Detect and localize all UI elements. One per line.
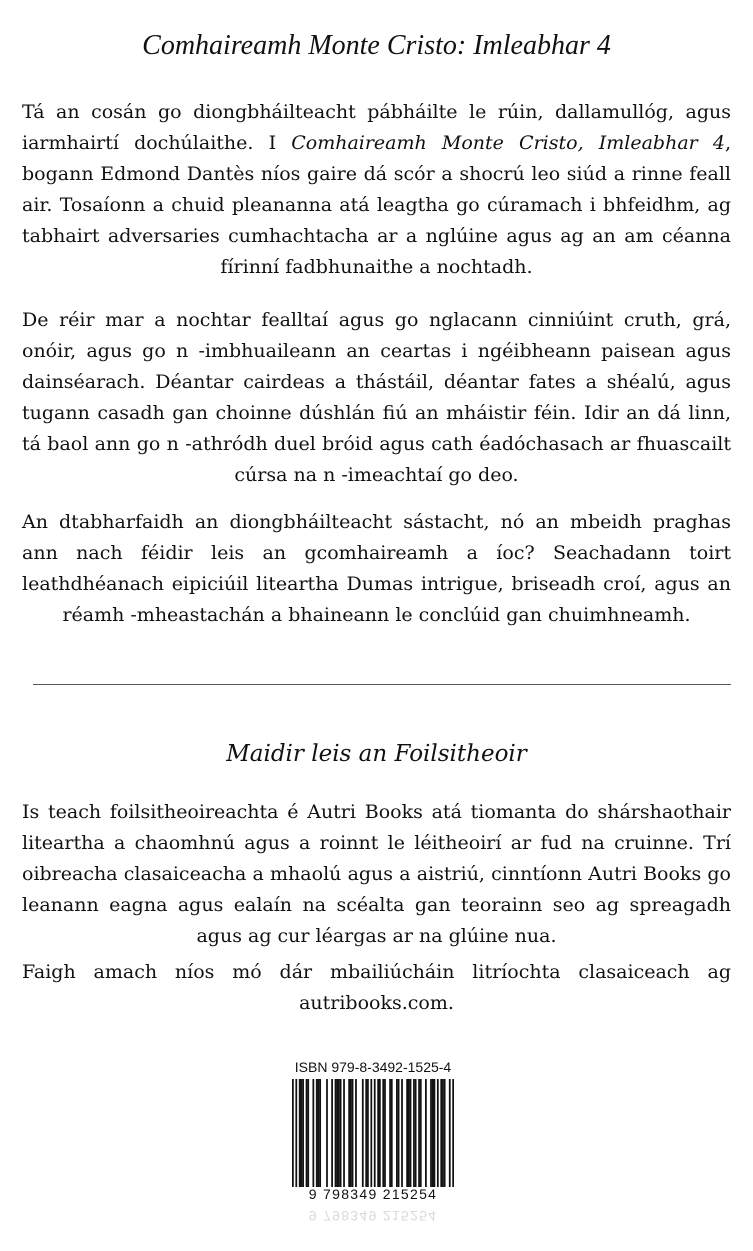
- barcode-bar: [365, 1079, 367, 1187]
- barcode-bar: [434, 1079, 436, 1187]
- barcode-bar: [449, 1079, 451, 1187]
- barcode-bar: [299, 1079, 301, 1187]
- p1-text-after: , bogann Edmond Dantès níos gaire dá scór a shocrú leo siúd a rinne feall air. Tosaíonn a chuid pleananna atá leagtha go cúramach i bhfeidhm, ag tabhairt adversaries cumhachtacha ar a nglúine agus ag an am céanna fírinní fadbhunaithe a nochtadh.: [22, 132, 731, 278]
- barcode-bar: [389, 1079, 391, 1187]
- barcode-bar: [316, 1079, 318, 1187]
- barcode-bar: [401, 1079, 403, 1187]
- barcode-bar: [425, 1079, 427, 1187]
- barcode-bar: [307, 1079, 309, 1187]
- barcode-bar: [418, 1079, 420, 1187]
- p1-italic-title: Comhaireamh Monte Cristo, Imleabhar 4: [291, 132, 725, 154]
- barcode-bar: [406, 1079, 408, 1187]
- barcode-bar: [295, 1079, 297, 1187]
- barcode-bar: [343, 1079, 345, 1187]
- barcode-bar: [350, 1079, 352, 1187]
- barcode-bar: [367, 1079, 369, 1187]
- barcode-bar: [398, 1079, 400, 1187]
- barcode-bar: [302, 1079, 304, 1187]
- barcode-digits: 9 798349 215254: [308, 1186, 438, 1202]
- p1-text-before: Tá an cosán go diongbháilteacht pábháilte le rúin, dallamullóg, agus iarmhairtí dochúlaithe. I: [22, 101, 731, 154]
- barcode-bar: [340, 1079, 342, 1187]
- barcode-bar: [331, 1079, 333, 1187]
- description-paragraph-3: An dtabharfaidh an diongbháilteacht sástacht, nó an mbeidh praghas ann nach féidir leis an gcomhaireamh a íoc? Seachadann toirt leathdhéanach eipiciúil liteartha Dumas intrigue, briseadh croí, agus an réamh -mheastachán a bhaineann le conclúid gan chuimhneamh.: [22, 511, 731, 626]
- barcode-bar: [318, 1079, 320, 1187]
- barcode-bar: [312, 1079, 314, 1187]
- barcode-bar: [437, 1079, 439, 1187]
- barcode-bar: [326, 1079, 328, 1187]
- barcode-bar: [355, 1079, 357, 1187]
- barcode-bar: [415, 1079, 417, 1187]
- barcode-bar: [377, 1079, 379, 1187]
- barcode-bar: [440, 1079, 442, 1187]
- barcode-bar: [420, 1079, 422, 1187]
- barcode-bar: [352, 1079, 354, 1187]
- description-paragraph-2: De réir mar a nochtar fealltaí agus go nglacann cinniúint cruth, grá, onóir, agus go n -imbhuaileann an ceartas i ngéibheann paisean agus dainséarach. Déantar cairdeas a thástáil, déantar fates a shéalú, agus tugann casadh gan choinne dúshlán fiú an mháistir féin. Idir an dá linn, tá baol ann go n -athródh duel bróid agus cath éadóchasach ar fhuascailt cúrsa na n -imeachtaí go deo.: [22, 309, 731, 486]
- isbn-label: ISBN 979-8-3492-1525-4: [294, 1059, 452, 1075]
- barcode-bar: [444, 1079, 446, 1187]
- barcode-bar: [391, 1079, 393, 1187]
- barcode-bar: [292, 1079, 294, 1187]
- barcode-bar: [384, 1079, 386, 1187]
- barcode-bar: [374, 1079, 376, 1187]
- barcode-bar: [396, 1079, 398, 1187]
- barcode-bar: [306, 1079, 308, 1187]
- section-divider: [33, 684, 731, 685]
- barcode-bar: [319, 1079, 321, 1187]
- book-title: Comhaireamh Monte Cristo: Imleabhar 4: [142, 30, 611, 61]
- barcode-bar: [442, 1079, 444, 1187]
- publisher-heading: Maidir leis an Foilsitheoir: [226, 741, 527, 767]
- barcode-bar: [382, 1079, 384, 1187]
- barcode-bar: [413, 1079, 415, 1187]
- barcode-bar: [336, 1079, 338, 1187]
- barcode-bar: [452, 1079, 454, 1187]
- publisher-paragraph: Is teach foilsitheoireachta é Autri Books atá tiomanta do shárshaothair liteartha a chaomhnú agus a roinnt le léitheoirí ar fud na cruinne. Trí oibreacha clasaiceacha a mhaolú agus a aistriú, cinntíonn Autri Books go leanann eagna agus ealaín na scéalta gan teorainn seo ag spreagadh agus ag cur léargas ar na glúine nua.: [22, 801, 731, 947]
- barcode-bar: [338, 1079, 340, 1187]
- barcode-bar: [379, 1079, 381, 1187]
- barcode-bar: [335, 1079, 337, 1187]
- barcode-bar: [430, 1079, 432, 1187]
- barcode-bar: [370, 1079, 372, 1187]
- barcode-bar: [362, 1079, 364, 1187]
- barcode-bar: [410, 1079, 412, 1187]
- barcode-bar: [301, 1079, 303, 1187]
- barcode-bar: [348, 1079, 350, 1187]
- description-paragraph-1: [22, 97, 731, 283]
- barcode-digits-reflection: 9 798349 215254: [308, 1208, 438, 1224]
- barcode-bar: [432, 1079, 434, 1187]
- barcode-bars: [292, 1079, 454, 1187]
- isbn-barcode-block: [286, 1057, 460, 1251]
- barcode-bar: [408, 1079, 410, 1187]
- publisher-website-paragraph: Faigh amach níos mó dár mbailiúcháin litríochta clasaiceach ag autribooks.com.: [22, 961, 731, 1014]
